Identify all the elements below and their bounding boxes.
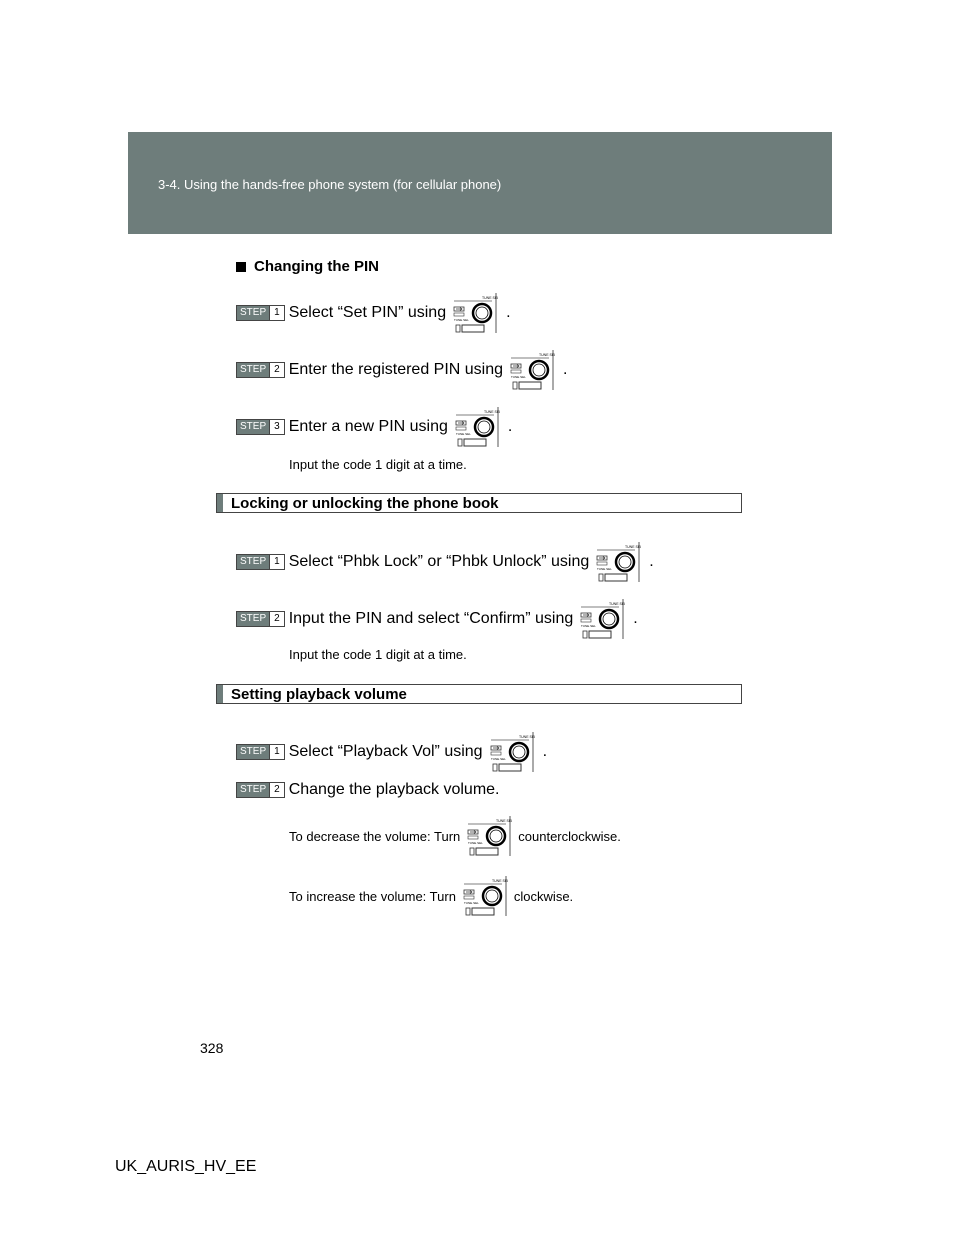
tune-sel-knob-icon [466,814,512,858]
step-badge: STEP 3 [236,419,285,435]
step-badge: STEP 2 [236,362,285,378]
step-row [236,540,654,584]
section-heading-phonebook [216,493,742,513]
section-heading-volume [216,684,742,704]
tune-sel-knob-icon [509,348,555,392]
step-badge: STEP 2 [236,782,285,798]
note-text-end: clockwise. [513,888,574,904]
section-title: Setting playback volume [231,685,407,703]
step-text: Select “Playback Vol” using [288,743,483,760]
note-text: To increase the volume: Turn [289,888,456,904]
section-accent [217,685,223,703]
step-text: Enter a new PIN using [288,418,448,435]
step-badge: STEP 1 [236,554,285,570]
subheading-changing-pin [236,258,379,275]
chapter-header [128,132,832,234]
step-text-end: . [649,553,654,570]
step-badge: STEP 1 [236,744,285,760]
step-row [236,348,567,392]
footer-code: UK_AURIS_HV_EE [115,1158,257,1175]
chapter-title: 3-4. Using the hands-free phone system (for cellular phone) [158,177,502,192]
tune-sel-knob-icon [462,874,508,918]
step-row [236,405,512,449]
section-title: Locking or unlocking the phone book [231,494,499,512]
square-bullet-icon [236,262,246,272]
note-text: Input the code 1 digit at a time. [289,457,467,472]
step-badge: STEP 1 [236,305,285,321]
step-text-end: . [542,743,548,760]
subheading-text: Changing the PIN [254,258,379,275]
step-text-end: . [633,610,638,627]
decrease-volume-note [289,812,621,860]
step-row [236,291,511,335]
tune-sel-knob-icon [452,291,498,335]
step-text-end: . [507,418,513,435]
step-badge: STEP 2 [236,611,285,627]
note-text-end: counterclockwise. [518,828,621,844]
increase-volume-note [289,872,573,920]
step-row [236,768,499,812]
step-text: Select “Set PIN” using [288,304,447,321]
tune-sel-knob-icon [579,597,625,641]
note-text: To decrease the volume: Turn [289,828,461,844]
step-text: Change the playback volume. [288,781,500,798]
tune-sel-knob-icon [595,540,641,584]
step-text-end: . [506,304,511,321]
step-text: Enter the registered PIN using [288,361,504,378]
note-text: Input the code 1 digit at a time. [289,647,467,662]
step-text: Select “Phbk Lock” or “Phbk Unlock” using [288,553,590,570]
page-number: 328 [200,1040,224,1056]
tune-sel-knob-icon [454,405,500,449]
step-text-end: . [563,361,568,378]
section-accent [217,494,223,512]
step-text: Input the PIN and select “Confirm” using [288,610,574,627]
step-row [236,597,638,641]
